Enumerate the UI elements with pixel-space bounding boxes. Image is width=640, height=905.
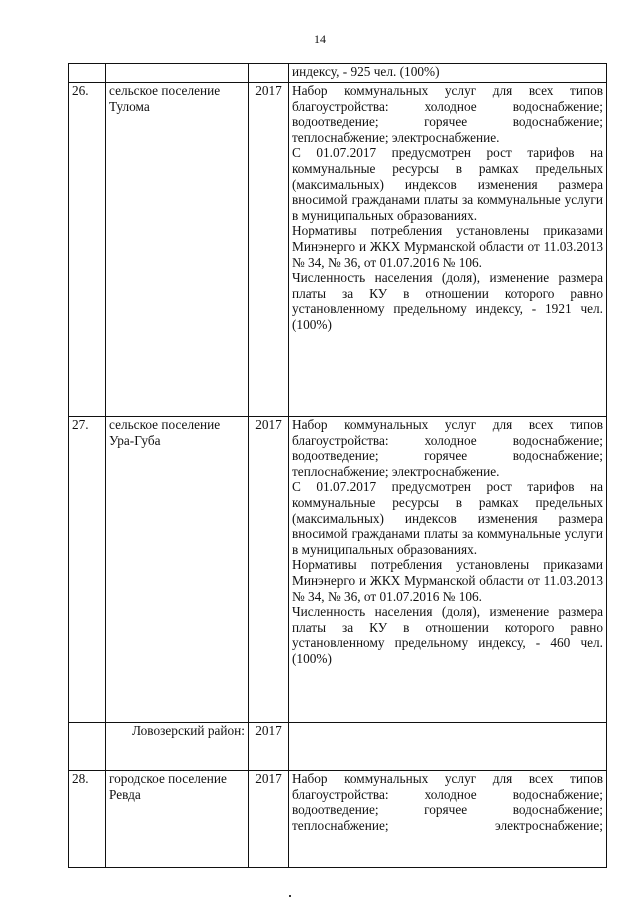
page-number: 14 xyxy=(314,32,326,46)
description-cell xyxy=(289,771,607,868)
year-cell: 2017 xyxy=(249,417,289,723)
table-row-district xyxy=(69,723,607,771)
row-number-cell xyxy=(69,723,106,771)
row-number-cell: 28. xyxy=(69,771,106,868)
population-paragraph: Численность населения (доля), изменение размера платы за КУ в отношении которого равно установленному предельному индексу, - 460 чел. (100%) xyxy=(292,604,603,666)
services-paragraph: Набор коммунальных услуг для всех типов благоустройства: холодное водоснабжение; водоотведение; горячее водоснабжение; теплоснабжение; электроснабжение. xyxy=(292,417,603,479)
services-paragraph: Набор коммунальных услуг для всех типов благоустройства: холодное водоснабжение; водоотведение; горячее водоснабжение; теплоснабжение; электроснабжение; xyxy=(292,771,603,833)
row-number-cell: 26. xyxy=(69,83,106,417)
year-cell: 2017 xyxy=(249,83,289,417)
year-cell: 2017 xyxy=(249,723,289,771)
scan-speck xyxy=(289,895,291,897)
tariff-growth-paragraph: С 01.07.2017 предусмотрен рост тарифов на коммунальные ресурсы в рамках предельных (максимальных) индексов изменения размера вносимой гражданами платы за коммунальные услуги в муниципальных образованиях. xyxy=(292,145,603,223)
tariff-table xyxy=(68,63,607,868)
population-paragraph: Численность населения (доля), изменение размера платы за КУ в отношении которого равно установленному предельному индексу, - 1921 чел. (100%) xyxy=(292,270,603,332)
norms-paragraph: Нормативы потребления установлены приказами Минэнерго и ЖКХ Мурманской области от 11.03.2013 № 34, № 36, от 01.07.2016 № 106. xyxy=(292,223,603,270)
tariff-growth-paragraph: С 01.07.2017 предусмотрен рост тарифов на коммунальные ресурсы в рамках предельных (максимальных) индексов изменения размера вносимой гражданами платы за коммунальные услуги в муниципальных образованиях. xyxy=(292,479,603,557)
settlement-name-cell: сельское поселение Ура-Губа xyxy=(106,417,249,723)
district-name-cell: Ловозерский район: xyxy=(106,723,249,771)
description-cell xyxy=(289,417,607,723)
year-cell xyxy=(249,64,289,83)
table-row-28 xyxy=(69,771,607,868)
description-paragraph: индексу, - 925 чел. (100%) xyxy=(292,64,440,79)
table-row-continuation xyxy=(69,64,607,83)
norms-paragraph: Нормативы потребления установлены приказами Минэнерго и ЖКХ Мурманской области от 11.03.2013 № 34, № 36, от 01.07.2016 № 106. xyxy=(292,557,603,604)
description-cell xyxy=(289,723,607,771)
table-row-27 xyxy=(69,417,607,723)
table-row-26 xyxy=(69,83,607,417)
row-number-cell: 27. xyxy=(69,417,106,723)
settlement-name-cell: городское поселение Ревда xyxy=(106,771,249,868)
year-cell: 2017 xyxy=(249,771,289,868)
services-paragraph: Набор коммунальных услуг для всех типов благоустройства: холодное водоснабжение; водоотведение; горячее водоснабжение; теплоснабжение; электроснабжение. xyxy=(292,83,603,145)
row-number-cell xyxy=(69,64,106,83)
description-cell xyxy=(289,83,607,417)
settlement-name-cell: сельское поселение Тулома xyxy=(106,83,249,417)
settlement-name-cell xyxy=(106,64,249,83)
description-cell xyxy=(289,64,607,83)
